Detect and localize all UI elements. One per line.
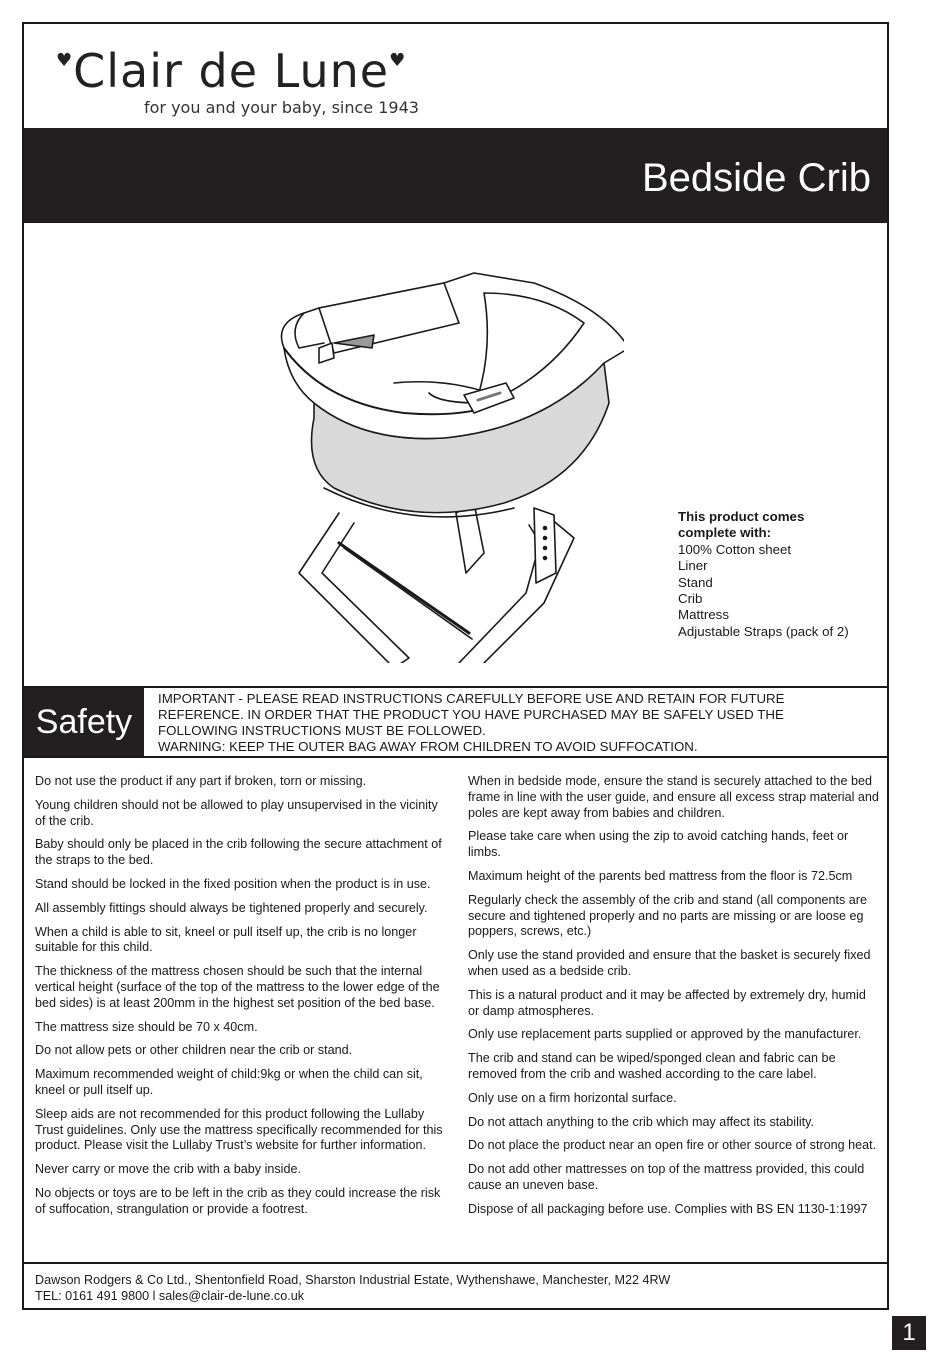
contents-heading: complete with:	[678, 525, 772, 541]
crib-illustration	[244, 253, 624, 663]
safety-item: Do not add other mattresses on top of the mattress provided, this could cause an uneven base.	[468, 1162, 865, 1192]
heart-icon: ♥	[389, 50, 407, 71]
safety-item: Only use replacement parts supplied or approved by the manufacturer.	[468, 1027, 862, 1042]
safety-item: Do not place the product near an open fire or other source of strong heat.	[468, 1138, 877, 1153]
product-contents	[678, 509, 849, 640]
safety-column-right	[468, 774, 880, 1226]
logo-area	[24, 24, 887, 128]
safety-item: The mattress size should be 70 x 40cm.	[35, 1019, 258, 1034]
page-title: Bedside Crib	[641, 156, 871, 200]
company-address: Dawson Rodgers & Co Ltd., Shentonfield Road, Sharston Industrial Estate, Wythenshawe, Manchester, M22 4RW	[35, 1273, 671, 1287]
safety-item: Only use on a firm horizontal surface.	[468, 1090, 677, 1105]
contents-item: Liner	[678, 558, 708, 574]
contents-heading: This product comes	[678, 509, 805, 524]
contents-item: Crib	[678, 591, 703, 607]
safety-item: The crib and stand can be wiped/sponged clean and fabric can be removed from the crib and washed according to the care label.	[468, 1051, 836, 1081]
safety-item: Never carry or move the crib with a baby inside.	[35, 1162, 301, 1177]
contents-item: 100% Cotton sheet	[678, 541, 792, 557]
safety-item: The thickness of the mattress chosen should be such that the internal vertical height (surface of the top of the mattress to the lower edge of the bed sides) is at least 200mm in the highest set position of the bed base.	[35, 964, 440, 1010]
brand-logo	[56, 44, 406, 98]
safety-item: Do not allow pets or other children near the crib or stand.	[35, 1043, 353, 1058]
safety-label: Safety	[24, 688, 144, 756]
safety-item: Dispose of all packaging before use. Complies with BS EN 1130-1:1997	[468, 1201, 868, 1216]
safety-item: Baby should only be placed in the crib following the secure attachment of the straps to the bed.	[35, 837, 442, 868]
page-number: 1	[892, 1316, 926, 1350]
safety-item: Maximum recommended weight of child:9kg or when the child can sit, kneel or pull itself up.	[35, 1067, 423, 1097]
safety-item: Sleep aids are not recommended for this product following the Lullaby Trust guidelines. Only use the mattress specifically recommended for this product. Please visit the Lullaby Trust’s website for further information.	[35, 1106, 443, 1153]
safety-item: Stand should be locked in the fixed position when the product is in use.	[35, 876, 431, 891]
safety-column-left	[35, 774, 445, 1226]
contents-item: Mattress	[678, 607, 729, 623]
safety-item: When in bedside mode, ensure the stand is securely attached to the bed frame in line with the user guide, and ensure all excess strap material and poles are kept away from babies and children.	[468, 774, 879, 820]
brand-tagline: for you and your baby, since 1943	[144, 98, 419, 117]
safety-item: Do not attach anything to the crib which may affect its stability.	[468, 1114, 815, 1129]
safety-item: No objects or toys are to be left in the crib as they could increase the risk of suffocation, strangulation or provide a footrest.	[35, 1185, 441, 1216]
footer-text	[35, 1273, 670, 1305]
warning-line: WARNING: KEEP THE OUTER BAG AWAY FROM CHILDREN TO AVOID SUFFOCATION.	[158, 739, 698, 754]
safety-item: Do not use the product if any part if broken, torn or missing.	[35, 774, 367, 788]
safety-item: All assembly fittings should always be tightened properly and securely.	[35, 900, 428, 915]
important-line: FOLLOWING INSTRUCTIONS MUST BE FOLLOWED.	[158, 723, 486, 738]
safety-item: This is a natural product and it may be affected by extremely dry, humid or damp atmospheres.	[468, 987, 866, 1018]
brand-name: Clair de Lune	[73, 44, 390, 98]
important-line: REFERENCE. IN ORDER THAT THE PRODUCT YOU HAVE PURCHASED MAY BE SAFELY USED THE	[158, 707, 784, 722]
footer	[24, 1262, 887, 1310]
page-frame	[22, 22, 889, 1310]
contents-item: Stand	[678, 574, 713, 590]
title-band	[24, 128, 887, 222]
safety-item: Maximum height of the parents bed mattress from the floor is 72.5cm	[468, 868, 853, 883]
safety-header	[24, 686, 887, 758]
important-line: IMPORTANT - PLEASE READ INSTRUCTIONS CAREFULLY BEFORE USE AND RETAIN FOR FUTURE	[158, 691, 785, 706]
safety-item: Please take care when using the zip to avoid catching hands, feet or limbs.	[468, 829, 849, 860]
safety-item: Only use the stand provided and ensure that the basket is securely fixed when used as a bedside crib.	[468, 948, 871, 978]
important-notice	[158, 691, 878, 755]
product-area	[24, 222, 887, 687]
company-contact: TEL: 0161 491 9800 l sales@clair-de-lune.co.uk	[35, 1288, 305, 1303]
safety-item: When a child is able to sit, kneel or pull itself up, the crib is no longer suitable for this child.	[35, 924, 417, 955]
heart-icon: ♥	[56, 50, 74, 71]
contents-item: Adjustable Straps (pack of 2)	[678, 623, 849, 639]
safety-item: Regularly check the assembly of the crib and stand (all components are secure and tightened properly and no parts are missing or are loose eg poppers, screws, etc.)	[468, 892, 868, 939]
safety-item: Young children should not be allowed to play unsupervised in the vicinity of the crib.	[35, 797, 438, 828]
